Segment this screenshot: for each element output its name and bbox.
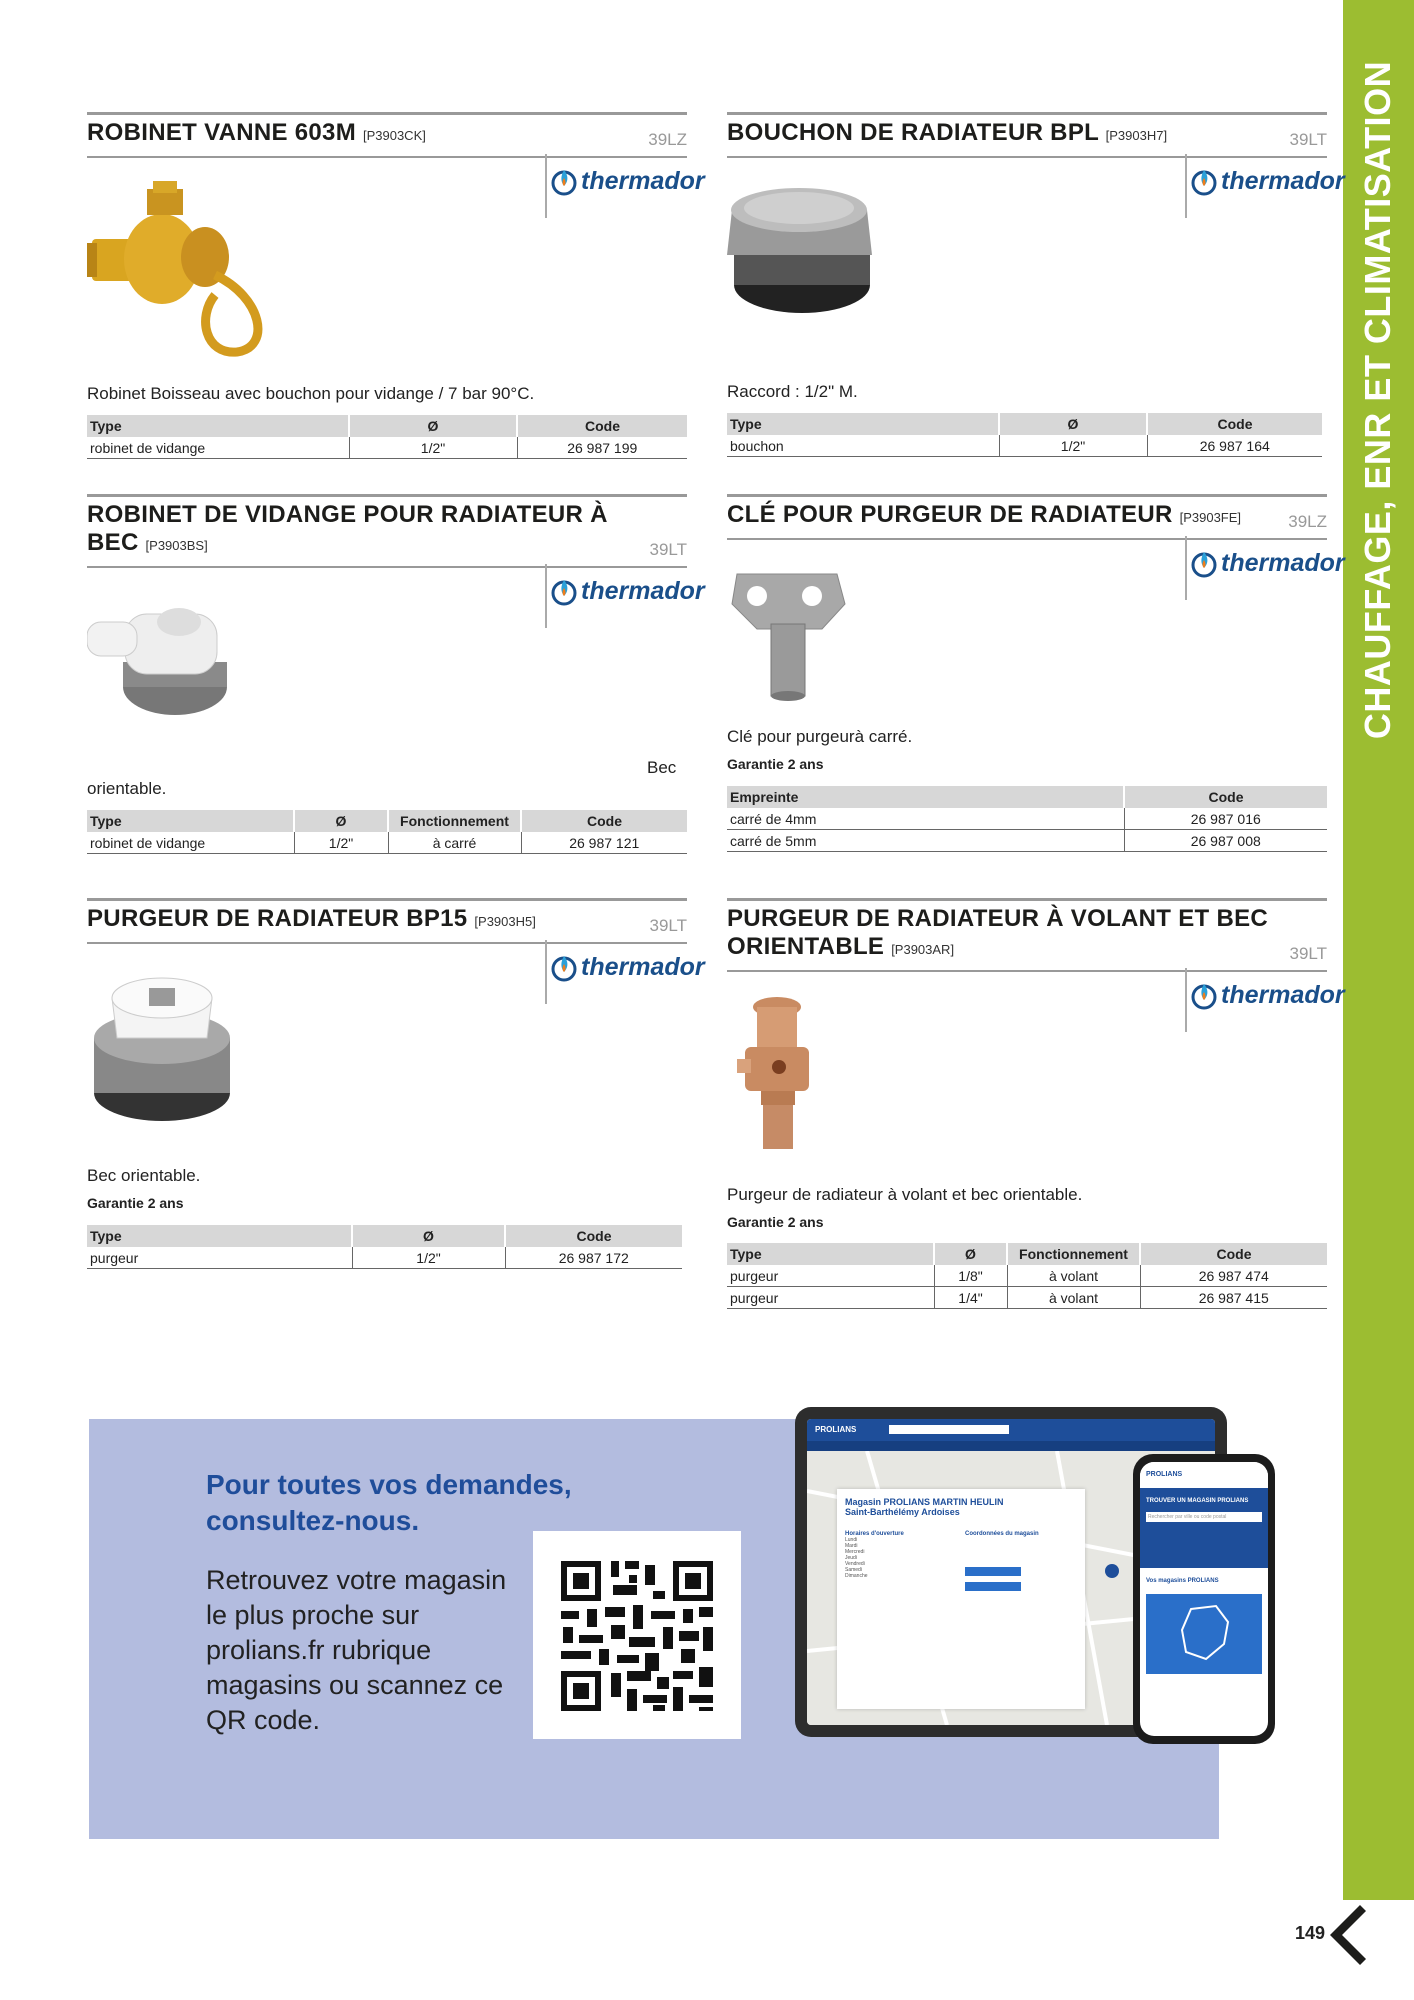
brand-logo <box>545 564 705 628</box>
promo-body: Retrouvez votre magasin le plus proche sur prolians.fr rubrique magasins ou scannez ce QR code. <box>206 1565 507 1735</box>
guarantee: Garantie 2 ans <box>87 1195 184 1211</box>
product-purgeur-bp15 <box>87 898 705 1278</box>
flame-icon <box>551 952 577 982</box>
table-row: robinet de vidange 1/2" 26 987 199 <box>87 437 687 459</box>
phone-search-input[interactable]: Rechercher par ville ou code postal <box>1146 1512 1262 1522</box>
product-header <box>727 898 1327 972</box>
product-description: Purgeur de radiateur à volant et bec orientable. <box>727 1185 1083 1204</box>
brand-name: thermador <box>581 166 705 195</box>
product-image <box>727 564 857 704</box>
day-label: Lundi <box>845 1537 858 1543</box>
product-image <box>727 180 887 320</box>
table-row: purgeur 1/4" à volant 26 987 415 <box>727 1287 1327 1309</box>
day-label: Jeudi <box>845 1555 857 1561</box>
product-bouchon-radiateur <box>727 112 1345 472</box>
promo-heading: Pour toutes vos demandes, consultez-nous. <box>206 1469 572 1536</box>
phone-find-panel <box>1140 1488 1268 1568</box>
page-number: 149 <box>1295 1923 1326 1943</box>
store-card <box>837 1489 1085 1709</box>
pack-code: 39LZ <box>648 130 687 149</box>
brand-logo <box>545 154 705 218</box>
product-image <box>727 993 827 1153</box>
product-image <box>87 177 287 367</box>
product-table: Type Ø Code purgeur 1/2" 26 987 172 <box>87 1225 682 1269</box>
contact-button[interactable] <box>965 1582 1021 1591</box>
phone-stores-title: Vos magasins PROLIANS <box>1146 1578 1219 1584</box>
qr-code[interactable] <box>533 1531 741 1739</box>
product-description: orientable. <box>87 779 167 798</box>
product-ref: [P3903FE] <box>1179 510 1242 525</box>
flame-icon <box>1191 548 1217 578</box>
brand-logo <box>1185 154 1345 218</box>
day-label: Dimanche <box>845 1573 868 1579</box>
product-robinet-vidange-bec <box>87 494 705 864</box>
promo-banner <box>89 1419 1249 1839</box>
table-row: bouchon 1/2" 26 987 164 <box>727 435 1322 457</box>
phone-find-title: TROUVER UN MAGASIN PROLIANS <box>1146 1498 1249 1504</box>
product-header <box>87 898 687 944</box>
site-search-bar[interactable] <box>889 1425 1009 1434</box>
product-image <box>87 592 237 727</box>
brand-name: thermador <box>581 576 705 605</box>
day-label: Samedi <box>845 1567 862 1573</box>
brand-name: thermador <box>581 952 705 981</box>
product-purgeur-volant <box>727 898 1345 1318</box>
product-title: BOUCHON DE RADIATEUR BPL <box>727 119 1099 146</box>
flame-icon <box>1191 980 1217 1010</box>
day-label: Mardi <box>845 1543 858 1549</box>
product-image <box>87 968 237 1128</box>
product-title: ROBINET VANNE 603M <box>87 119 357 146</box>
product-header <box>87 494 687 568</box>
pack-code: 39LT <box>649 540 687 559</box>
brand-name: thermador <box>1221 166 1345 195</box>
page-chevron-icon <box>1330 1905 1366 1965</box>
product-ref: [P3903CK] <box>362 128 426 143</box>
product-description: Bec orientable. <box>87 1166 201 1185</box>
product-title: ROBINET DE VIDANGE POUR RADIATEUR À BEC <box>87 501 608 556</box>
product-table: Type Ø Fonctionnement Code purgeur 1/8" à volant 26 987 474 purgeur 1/4" à volant 26 987 415 <box>727 1243 1327 1309</box>
category-title: CHAUFFAGE, ENR ET CLIMATISATION <box>1357 60 1398 740</box>
brand-name: thermador <box>1221 980 1345 1009</box>
product-title: PURGEUR DE RADIATEUR À VOLANT ET BEC ORIENTABLE <box>727 905 1269 960</box>
pack-code: 39LT <box>649 916 687 935</box>
product-description: Bec <box>647 758 677 777</box>
table-row: carré de 5mm 26 987 008 <box>727 830 1327 852</box>
phone-logo: PROLIANS <box>1146 1471 1183 1478</box>
product-robinet-vanne <box>87 112 705 472</box>
phone-france-map <box>1146 1594 1262 1674</box>
product-title: CLÉ POUR PURGEUR DE RADIATEUR <box>727 501 1173 528</box>
phone-screen <box>1140 1462 1268 1736</box>
guarantee: Garantie 2 ans <box>727 1214 824 1230</box>
site-nav <box>807 1441 1215 1451</box>
table-row: carré de 4mm 26 987 016 <box>727 808 1327 830</box>
site-header <box>807 1419 1215 1441</box>
brand-logo <box>1185 968 1345 1032</box>
product-ref: [P3903H7] <box>1105 128 1168 143</box>
flame-icon <box>551 166 577 196</box>
product-cle-purgeur <box>727 494 1345 864</box>
pack-code: 39LT <box>1289 944 1327 963</box>
product-title: PURGEUR DE RADIATEUR BP15 <box>87 905 468 932</box>
product-ref: [P3903H5] <box>474 914 536 929</box>
product-table: Empreinte Code carré de 4mm 26 987 016 carré de 5mm 26 987 008 <box>727 786 1327 852</box>
table-row: purgeur 1/2" 26 987 172 <box>87 1247 682 1269</box>
product-header <box>87 112 687 158</box>
product-description: Raccord : 1/2" M. <box>727 382 858 401</box>
guarantee: Garantie 2 ans <box>727 756 824 772</box>
pack-code: 39LT <box>1289 130 1327 149</box>
pack-code: 39LZ <box>1288 512 1327 531</box>
product-description: Clé pour purgeurà carré. <box>727 727 913 746</box>
contact-label: Coordonnées du magasin <box>965 1531 1039 1537</box>
site-logo: PROLIANS <box>815 1425 857 1434</box>
product-ref: [P3903AR] <box>891 942 955 957</box>
product-header <box>727 494 1327 540</box>
directions-button[interactable] <box>965 1567 1021 1576</box>
phone-header <box>1140 1462 1268 1488</box>
day-label: Mercredi <box>845 1549 865 1555</box>
brand-logo <box>1185 536 1345 600</box>
qr-code-icon <box>533 1531 741 1739</box>
phone-mockup <box>1133 1454 1275 1744</box>
product-table: Type Ø Code bouchon 1/2" 26 987 164 <box>727 413 1322 457</box>
product-table: Type Ø Fonctionnement Code robinet de vidange 1/2" à carré 26 987 121 <box>87 810 687 854</box>
france-map-icon <box>1146 1594 1262 1674</box>
brand-logo <box>545 940 705 1004</box>
product-ref: [P3903BS] <box>145 538 208 553</box>
flame-icon <box>1191 166 1217 196</box>
store-city: Saint-Barthélémy Ardoises <box>845 1507 960 1517</box>
table-row: robinet de vidange 1/2" à carré 26 987 121 <box>87 832 687 854</box>
flame-icon <box>551 576 577 606</box>
table-row: purgeur 1/8" à volant 26 987 474 <box>727 1265 1327 1287</box>
hours-label: Horaires d'ouverture <box>845 1531 904 1537</box>
day-label: Vendredi <box>845 1561 865 1567</box>
product-header <box>727 112 1327 158</box>
store-title: Magasin PROLIANS MARTIN HEULIN <box>845 1497 1004 1507</box>
brand-name: thermador <box>1221 548 1345 577</box>
product-description: Robinet Boisseau avec bouchon pour vidange / 7 bar 90°C. <box>87 384 535 403</box>
product-table: Type Ø Code robinet de vidange 1/2" 26 987 199 <box>87 415 687 459</box>
